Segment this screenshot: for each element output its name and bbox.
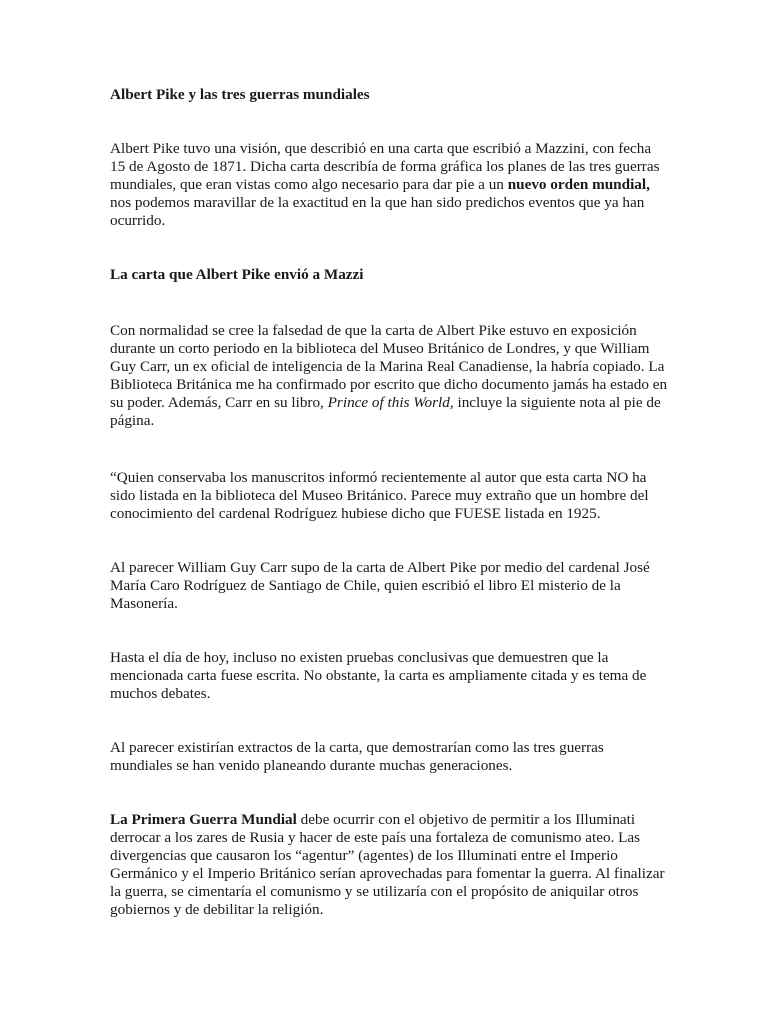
ww1-paragraph: [110, 811, 670, 919]
intro-text-end: nos podemos maravillar de la exactitud en la que han sido predichos eventos que ya han ocurrido.: [110, 194, 645, 229]
museum-paragraph: [110, 322, 670, 430]
museum-text-start: Con normalidad se cree la falsedad de que la carta de Albert Pike estuvo en exposición durante un corto periodo en la biblioteca del Museo Británico de Londres, y que William Guy Carr, un ex oficial de inteligencia de la Marina Real Canadiense, la habría copiado. La Biblioteca Británica me ha confirmado por escrito que dicho documento jamás ha estado en su poder. Además, Carr en su libro,: [110, 322, 668, 411]
spacer: [110, 613, 670, 649]
intro-bold-phrase: nuevo orden mundial,: [507, 176, 650, 193]
spacer: [110, 284, 670, 322]
ww1-text: debe ocurrir con el objetivo de permitir a los Illuminati derrocar a los zares de Rusia y hacer de este país una fortaleza de comunismo ateo. Las divergencias que causaron los “agentur” (agentes) de los Illuminati entre el Imperio Germánico y el Imperio Británico serían aprovechadas para fomentar la guerra. Al finalizar la guerra, se cimentaría el comunismo y se utilizaría con el propósito de aniquilar otros gobiernos y de debilitar la religión.: [110, 811, 665, 918]
quote-paragraph: “Quien conservaba los manuscritos informó recientemente al autor que esta carta NO ha sido listada en la biblioteca del Museo Británico. Parece muy extraño que un hombre del conocimiento del cardenal Rodríguez hubiese dicho que FUESE listada en 1925.: [110, 469, 649, 522]
carr-paragraph: Al parecer William Guy Carr supo de la carta de Albert Pike por medio del cardenal José María Caro Rodríguez de Santiago de Chile, quien escribió el libro El misterio de la Masonería.: [110, 559, 650, 612]
section-heading: La carta que Albert Pike envió a Mazzi: [110, 266, 364, 283]
intro-paragraph: [110, 140, 670, 230]
document-title: Albert Pike y las tres guerras mundiales: [110, 86, 370, 103]
spacer: [110, 523, 670, 559]
spacer: [110, 104, 670, 140]
evidence-paragraph: Hasta el día de hoy, incluso no existen pruebas conclusivas que demuestren que la mencionada carta fuese escrita. No obstante, la carta es ampliamente citada y es tema de muchos debates.: [110, 649, 647, 702]
spacer: [110, 430, 670, 469]
museum-text-end: incluye la siguiente nota al pie de página.: [110, 394, 661, 429]
spacer: [110, 775, 670, 811]
spacer: [110, 703, 670, 739]
book-title: Prince of this World,: [327, 394, 454, 411]
spacer: [110, 230, 670, 266]
extracts-paragraph: Al parecer existirían extractos de la carta, que demostrarían como las tres guerras mundiales se han venido planeando durante muchas generaciones.: [110, 739, 604, 774]
intro-text-start: Albert Pike tuvo una visión, que describió en una carta que escribió a Mazzini, con fecha 15 de Agosto de 1871. Dicha carta describía de forma gráfica los planes de las tres guerras mundiales, que eran vistas como algo necesario para dar pie a un: [110, 140, 660, 193]
ww1-heading: La Primera Guerra Mundial: [110, 811, 297, 828]
document-page: [110, 86, 670, 919]
